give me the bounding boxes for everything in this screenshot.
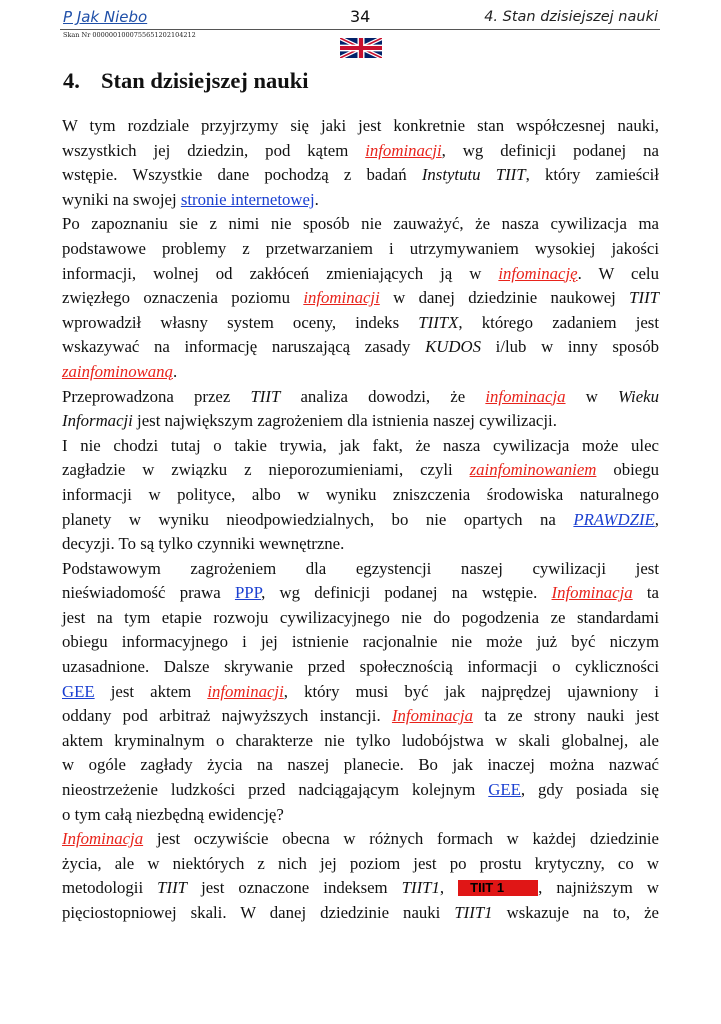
text-line: życia, ale w niektórych z nich jej poziom jest po prostu krytyczny, co w	[62, 853, 659, 873]
body-text	[62, 114, 659, 926]
text-line: nieostrzeżenie ludzkości przed nadciągającym kolejnym GEE, gdy posiada się	[62, 780, 660, 800]
text-line: Podstawowym zagrożeniem dla egzystencji naszej cywilizacji jest	[62, 558, 659, 578]
text-line: Po zapoznaniu sie z nimi nie sposób nie zauważyć, że nasza cywilizacja ma	[62, 214, 659, 234]
text-line: zainfominowaną.	[62, 361, 178, 381]
text-line: decyzji. To są tylko czynniki wewnętrzne.	[62, 534, 345, 554]
text-line: informacji w polityce, albo w wyniku zniszczenia środowiska naturalnego	[62, 484, 659, 504]
page-number: 34	[350, 7, 371, 26]
text-line: oddany pod arbitraż najwyższych instancji. Infominacja ta ze strony nauki jest	[62, 706, 659, 726]
text-line: obiegu informacyjnego i jej istnienie racjonalnie nie może już być niczym	[62, 632, 659, 652]
text-line: GEE jest aktem infominacji, który musi być jak najprędzej ujawniony i	[62, 681, 659, 701]
text-line: wszystkich jej dziedzin, pod kątem infominacji, wg definicji podanej na	[62, 140, 659, 160]
text-line: Infominacja jest oczywiście obecna w różnych formach w każdej dziedzinie	[62, 829, 659, 849]
text-line: Informacji jest największym zagrożeniem dla istnienia naszej cywilizacji.	[62, 411, 557, 431]
text-line: w ogóle zagłady życia na naszej planecie. Bo jak inaczej można nazwać	[62, 755, 659, 775]
page-title	[63, 68, 309, 94]
header-divider	[60, 29, 660, 30]
link-infominacji[interactable]: infominacji	[365, 140, 442, 160]
link-infominacja[interactable]: infominacja	[485, 386, 566, 406]
link-infominacji[interactable]: infominacji	[207, 681, 284, 701]
text-line: wskazywać na informację naruszającą zasady KUDOS i/lub w inny sposób	[62, 337, 659, 357]
text-line: podstawowe problemy z przetwarzaniem i utrzymywaniem wysokiej jakości	[62, 238, 659, 258]
link-infominacja[interactable]: Infominacja	[391, 706, 474, 726]
header-link-p-jak-niebo[interactable]: P Jak Niebo	[63, 8, 148, 26]
tiit1-badge: TIIT 1	[458, 880, 538, 896]
text-line: I nie chodzi tutaj o takie trywia, jak fakt, że nasza cywilizacja może ulec	[62, 435, 659, 455]
link-stronie-internetowej[interactable]: stronie internetowej	[180, 189, 315, 209]
text-line: wstępie. Wszystkie dane pochodzą z badań Instytutu TIIT, który zamieścił	[62, 165, 659, 185]
text-line: nieświadomość prawa PPP, wg definicji podanej na wstępie. Infominacja ta	[62, 583, 659, 603]
link-infominacji[interactable]: infominacji	[303, 288, 380, 308]
scan-number: Skan Nr 0000001000755651202104212	[63, 31, 196, 39]
uk-flag-icon[interactable]	[340, 38, 382, 58]
text-line: zwięzłego oznaczenia poziomu infominacji w danej dziedzinie naukowej TIIT	[62, 288, 659, 308]
text-line: metodologii TIIT jest oznaczone indeksem TIIT1, TIIT 1 , najniższym w	[62, 878, 659, 898]
text-line: uzasadnione. Dalsze skrywanie przed społecznością informacji o cykliczności	[62, 657, 659, 677]
link-infominacja[interactable]: Infominacja	[62, 829, 144, 849]
text-line: informacji, wolnej od zakłóceń zmieniających ją w infominację. W celu	[62, 263, 659, 283]
link-infominacje[interactable]: infominację	[498, 263, 578, 283]
section-title: Stan dzisiejszej nauki	[101, 68, 309, 93]
text-line: pięciostopniowej skali. W danej dziedzinie nauki TIIT1 wskazuje na to, że	[62, 903, 659, 922]
text-line: planety w wyniku nieodpowiedzialnych, bo nie opartych na PRAWDZIE,	[62, 509, 659, 529]
text-line: o tym całą niezbędną ewidencję?	[62, 804, 284, 824]
link-gee[interactable]: GEE	[488, 780, 521, 800]
text-line: jest na tym etapie rozwoju cywilizacyjnego nie do pogodzenia ze standardami	[62, 607, 659, 627]
link-gee[interactable]: GEE	[62, 681, 95, 701]
link-infominacja[interactable]: Infominacja	[551, 583, 633, 603]
text-line: Przeprowadzona przez TIIT analiza dowodzi, że infominacja w Wieku	[62, 386, 659, 406]
chapter-header: 4. Stan dzisiejszej nauki	[484, 9, 658, 25]
text-line: wyniki na swojej stronie internetowej.	[62, 189, 319, 209]
link-prawdzie[interactable]: PRAWDZIE	[573, 509, 655, 529]
link-ppp[interactable]: PPP	[234, 583, 262, 603]
link-zainfominowaniem[interactable]: zainfominowaniem	[469, 460, 597, 480]
link-zainfominowana[interactable]: zainfominowaną	[62, 361, 173, 381]
text-line: zagładzie w związku z nieporozumieniami, czyli zainfominowaniem obiegu	[62, 460, 659, 480]
text-line: W tym rozdziale przyjrzymy się jaki jest konkretnie stan współczesnej nauki,	[62, 116, 659, 135]
text-line: wprowadził własny system oceny, indeks TIITX, którego zadaniem jest	[62, 312, 659, 332]
text-line: aktem kryminalnym o charakterze nie tylko ludobójstwa w skali globalnej, ale	[62, 730, 659, 750]
section-number: 4.	[63, 68, 80, 93]
